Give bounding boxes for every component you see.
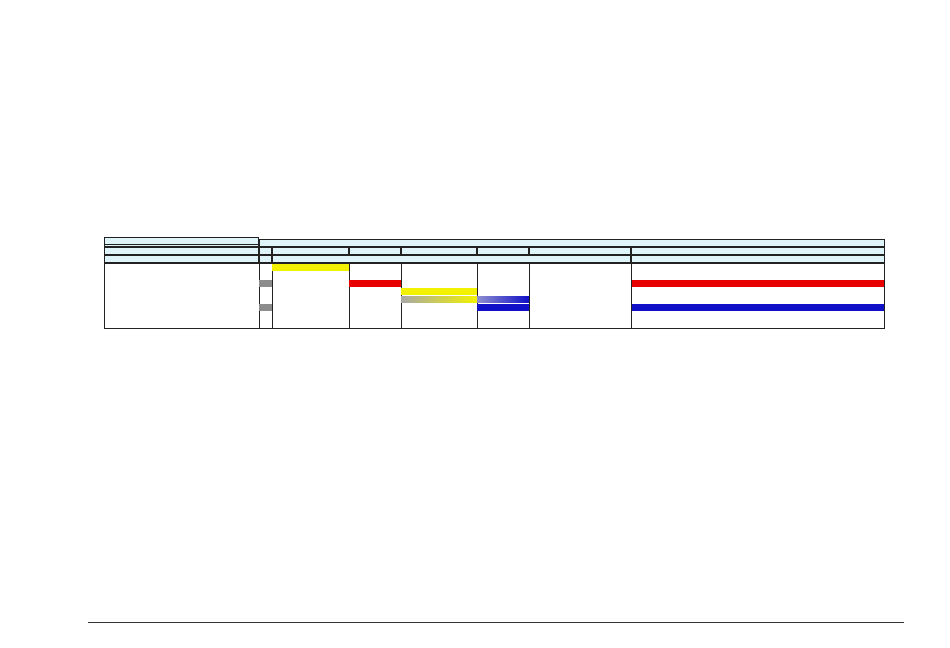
s1-phase-purge-a [272, 247, 349, 255]
s1-row3-left [104, 255, 259, 263]
s1-bar-composant-b-prev [259, 304, 272, 311]
s1-phase-purge-b [401, 247, 477, 255]
s1-bar-vidange-b-blue [477, 296, 529, 303]
s1-right-blue-bar [632, 304, 884, 311]
s1-phase-fill-a [349, 247, 401, 255]
s1-row3-right [631, 255, 885, 263]
s1-bar-solvant-a [272, 264, 349, 271]
footer-rule [88, 622, 904, 623]
s1-bar-solvant-b [401, 288, 477, 295]
s1-right-red-bar [632, 280, 884, 287]
s1-row2-left [104, 247, 259, 255]
s1-header-right [259, 239, 885, 247]
s1-phase-fill-b [477, 247, 529, 255]
s1-bar-composant-a-prev [259, 280, 272, 287]
s1-bar-vidange-b [401, 296, 477, 303]
s1-bar-composant-a [349, 280, 401, 287]
s1-bar-composant-b [477, 304, 529, 311]
s1-phase-standby [529, 247, 631, 255]
s1-row3-mid [272, 255, 631, 263]
s2-hdr-left [104, 237, 259, 245]
